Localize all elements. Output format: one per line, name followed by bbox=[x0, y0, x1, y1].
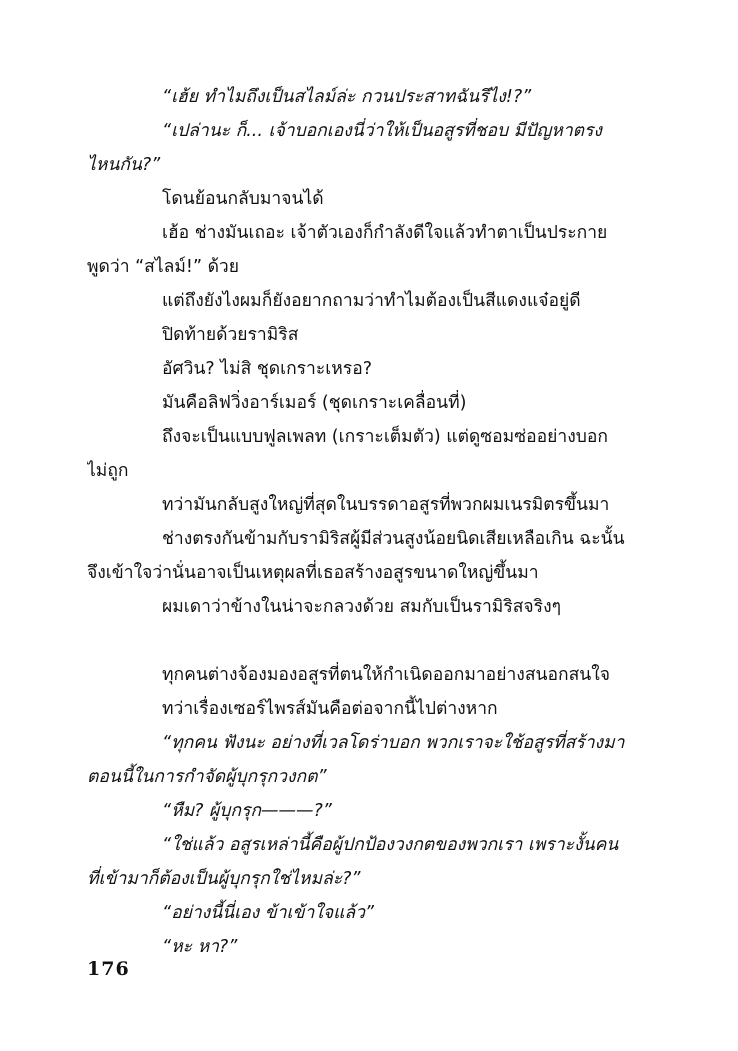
dialogue-line: “เปล่านะ ก็... เจ้าบอกเองนี่ว่าให้เป็นอสูรที่ชอบ มีปัญหาตรง bbox=[162, 121, 602, 141]
blank-line bbox=[87, 624, 653, 658]
text-line: ถึงจะเป็นแบบฟูลเพลท (เกราะเต็มตัว) แต่ดูซอมซ่ออย่างบอก bbox=[162, 427, 608, 447]
text-line: แต่ถึงยังไงผมก็ยังอยากถามว่าทำไมต้องเป็นสีแดงแจ๋อยู่ดี bbox=[162, 291, 581, 311]
text-line: ทว่าเรื่องเซอร์ไพรส์มันคือต่อจากนี้ไปต่างหาก bbox=[162, 699, 498, 719]
dialogue-line: “หืม? ผู้บุกรุก———?” bbox=[162, 801, 332, 821]
page-number: 176 bbox=[87, 958, 130, 980]
body-text bbox=[87, 80, 653, 964]
dialogue-line: “ทุกคน ฟังนะ อย่างที่เวลโดร่าบอก พวกเราจะใช้อสูรที่สร้างมา bbox=[162, 733, 625, 753]
text-line: ทว่ามันกลับสูงใหญ่ที่สุดในบรรดาอสูรที่พวกผมเนรมิตรขึ้นมา bbox=[162, 495, 610, 515]
text-line: พูดว่า “สไลม์!” ด้วย bbox=[87, 257, 240, 277]
dialogue-line: “อย่างนี้นี่เอง ข้าเข้าใจแล้ว” bbox=[162, 903, 374, 923]
dialogue-line: “หะ หา?” bbox=[162, 937, 238, 957]
text-line: โดนย้อนกลับมาจนได้ bbox=[162, 189, 324, 209]
text-line: ไม่ถูก bbox=[87, 461, 129, 481]
text-line: จึงเข้าใจว่านั่นอาจเป็นเหตุผลที่เธอสร้างอสูรขนาดใหญ่ขึ้นมา bbox=[87, 563, 539, 583]
text-line: ผมเดาว่าข้างในน่าจะกลวงด้วย สมกับเป็นรามิริสจริงๆ bbox=[162, 597, 562, 617]
text-line: มันคือลิฟวิ่งอาร์เมอร์ (ชุดเกราะเคลื่อนที่) bbox=[162, 393, 467, 413]
text-line: ปิดท้ายด้วยรามิริส bbox=[162, 325, 299, 345]
text-line: ทุกคนต่างจ้องมองอสูรที่ตนให้กำเนิดออกมาอย่างสนอกสนใจ bbox=[162, 665, 611, 685]
dialogue-line: ตอนนี้ในการกำจัดผู้บุกรุกวงกต” bbox=[87, 767, 327, 787]
text-line: ช่างตรงกันข้ามกับรามิริสผู้มีส่วนสูงน้อยนิดเสียเหลือเกิน ฉะนั้น bbox=[162, 529, 625, 549]
dialogue-line: “ใช่แล้ว อสูรเหล่านี้คือผู้ปกป้องวงกตของพวกเรา เพราะงั้นคน bbox=[162, 835, 619, 855]
dialogue-line: ที่เข้ามาก็ต้องเป็นผู้บุกรุกใช่ไหมล่ะ?” bbox=[87, 869, 361, 889]
text-line: เฮ้อ ช่างมันเถอะ เจ้าตัวเองก็กำลังดีใจแล้วทำตาเป็นประกาย bbox=[162, 223, 608, 243]
text-line: อัศวิน? ไม่สิ ชุดเกราะเหรอ? bbox=[162, 359, 372, 379]
dialogue-line: ไหนกัน?” bbox=[87, 155, 161, 175]
dialogue-line: “เฮ้ย ทำไมถึงเป็นสไลม์ล่ะ กวนประสาทฉันรึไง!?” bbox=[162, 87, 532, 107]
